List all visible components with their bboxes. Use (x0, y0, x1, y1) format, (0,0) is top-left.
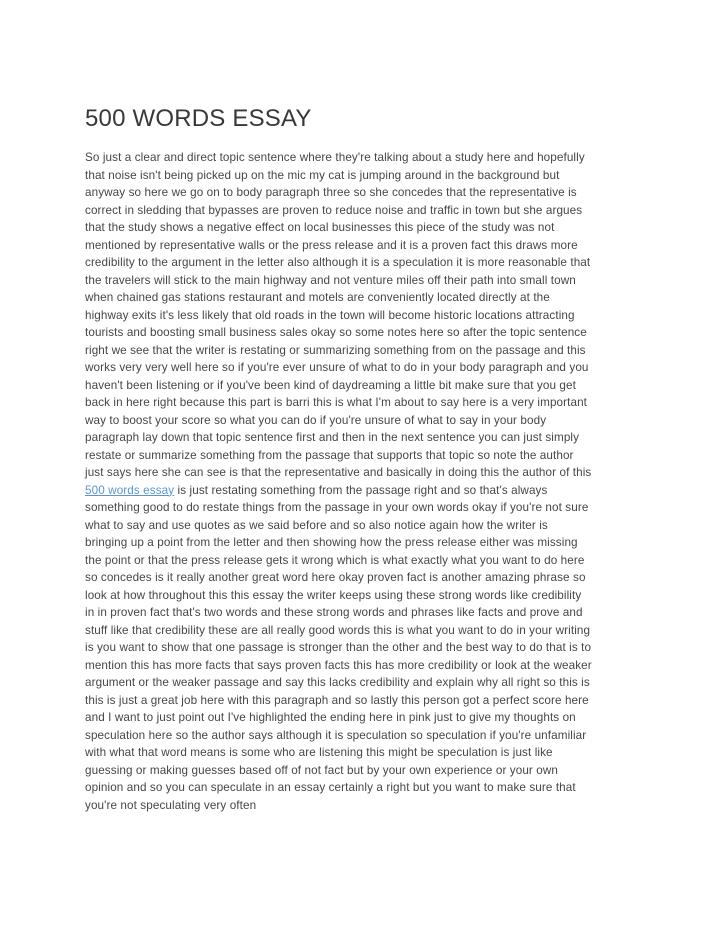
paragraph-line (85, 762, 645, 780)
paragraph-line (85, 324, 645, 342)
text-segment: mentioned by representative walls or the press release and it is a proven fact this draws more (85, 238, 578, 252)
document-title: 500 WORDS ESSAY (85, 105, 312, 132)
text-segment: that the study shows a negative effect on local businesses this piece of the study was not (85, 221, 555, 234)
paragraph-line (85, 412, 645, 430)
text-segment: right we see that the writer is restating or summarizing something from on the passage and this (85, 343, 586, 357)
text-segment: mention this has more facts that says proven facts this has more credibility or look at the weaker (85, 658, 592, 672)
text-segment: when chained gas stations restaurant and motels are conveniently located directly at the (85, 291, 550, 304)
text-segment: that noise isn't being picked up on the mic my cat is jumping around in the background but (85, 168, 560, 182)
paragraph-line (85, 692, 645, 710)
paragraph-line (85, 639, 645, 657)
text-segment: correct in sledding that bypasses are proven to reduce noise and traffic in town but she argues (85, 203, 583, 217)
paragraph-line (85, 149, 645, 167)
text-segment: credibility to the argument in the letter also although it is a speculation it is more reasonable that (85, 256, 591, 269)
text-segment: and I want to just point out I've highlighted the ending here in pink just to give my thoughts on (85, 711, 576, 724)
text-segment: works very very well here so if you're ever unsure of what to do in your body paragraph and you (85, 361, 589, 374)
paragraph-line (85, 797, 645, 815)
paragraph-line (85, 569, 645, 587)
paragraph-line (85, 254, 645, 272)
paragraph-line (85, 744, 645, 762)
paragraph-line (85, 587, 645, 605)
text-segment: speculation here so the author says although it is speculation so speculation if you're unfamiliar (85, 728, 587, 742)
text-segment: is you want to show that one passage is stronger than the other and the best way to do that is to (85, 641, 592, 654)
paragraph-line (85, 359, 645, 377)
paragraph-line (85, 534, 645, 552)
paragraph-line (85, 307, 645, 325)
text-segment: tourists and boosting small business sales okay so some notes here so after the topic sentence (85, 326, 587, 339)
paragraph-line (85, 552, 645, 570)
text-segment: anyway so here we go on to body paragraph three so she concedes that the representative is (85, 186, 577, 199)
paragraph-line (85, 779, 645, 797)
paragraph-line (85, 429, 645, 447)
paragraph-line (85, 342, 645, 360)
text-segment: in in proven fact that's two words and these strong words and phrases like facts and prove and (85, 606, 583, 619)
paragraph-line (85, 482, 645, 500)
text-segment: just says here she can see is that the representative and basically in doing this the author of this (85, 466, 592, 479)
paragraph-line (85, 709, 645, 727)
text-segment: the point or that the press release gets it wrong which is what exactly what you want to do here (85, 553, 585, 567)
text-segment: opinion and so you can speculate in an essay certainly a right but you want to make sure that (85, 781, 576, 794)
paragraph-line (85, 727, 645, 745)
paragraph-line (85, 499, 645, 517)
text-segment: So just a clear and direct topic sentence where they're talking about a study here and hopefully (85, 151, 585, 164)
text-segment: bringing up a point from the letter and then showing how the press release either was missing (85, 536, 578, 549)
paragraph-line (85, 167, 645, 185)
text-segment: with what that word means is some who are listening this might be speculation is just like (85, 746, 553, 759)
paragraph-line (85, 289, 645, 307)
text-segment: way to boost your score so what you can do if you're unsure of what to say in your body (85, 413, 547, 427)
text-segment: back in here right because this part is barri this is what I'm about to say here is a very important (85, 396, 588, 409)
text-segment: is just restating something from the passage right and so that's always (174, 483, 548, 497)
text-segment: argument or the weaker passage and say this lacks credibility and explain why all right so this is (85, 676, 590, 689)
text-segment: you're not speculating very often (85, 798, 257, 812)
text-segment: haven't been listening or if you've been kind of daydreaming a little bit make sure that you get (85, 378, 576, 392)
paragraph-line (85, 184, 645, 202)
paragraph-line (85, 517, 645, 535)
text-segment: guessing or making guesses based off of not fact but by your own experience or your own (85, 763, 559, 777)
text-segment: restate or summarize something from the passage that supports that topic so note the author (85, 448, 574, 462)
text-segment: this is just a great job here with this paragraph and so lastly this person got a perfect score here (85, 693, 589, 707)
paragraph-line (85, 377, 645, 395)
paragraph-line (85, 464, 645, 482)
paragraph-line (85, 272, 645, 290)
paragraph-line (85, 202, 645, 220)
text-segment: paragraph lay down that topic sentence first and then in the next sentence you can just simply (85, 431, 580, 444)
text-segment: the travelers will stick to the main highway and not venture miles off their path into small town (85, 273, 576, 287)
paragraph-line (85, 394, 645, 412)
paragraph-line (85, 447, 645, 465)
paragraph-line (85, 219, 645, 237)
text-segment: stuff like that credibility these are all really good words this is what you want to do in your writing (85, 623, 591, 637)
text-segment: what to say and use quotes as we said before and so also notice again how the writer is (85, 518, 548, 532)
text-segment: highway exits it's less likely that old roads in the town will become historic locations attracting (85, 308, 575, 322)
text-segment: so concedes is it really another great word here okay proven fact is another amazing phrase so (85, 571, 586, 584)
paragraph-line (85, 622, 645, 640)
paragraph-line (85, 674, 645, 692)
paragraph-line (85, 657, 645, 675)
paragraph-line (85, 237, 645, 255)
link-500-words-essay[interactable]: 500 words essay (85, 483, 175, 497)
text-segment: look at how throughout this this essay the writer keeps using these strong words like credibility (85, 588, 582, 602)
text-segment: something good to do restate things from the passage in your own words okay if you're not sure (85, 501, 589, 514)
essay-paragraph (85, 149, 645, 814)
paragraph-line (85, 604, 645, 622)
